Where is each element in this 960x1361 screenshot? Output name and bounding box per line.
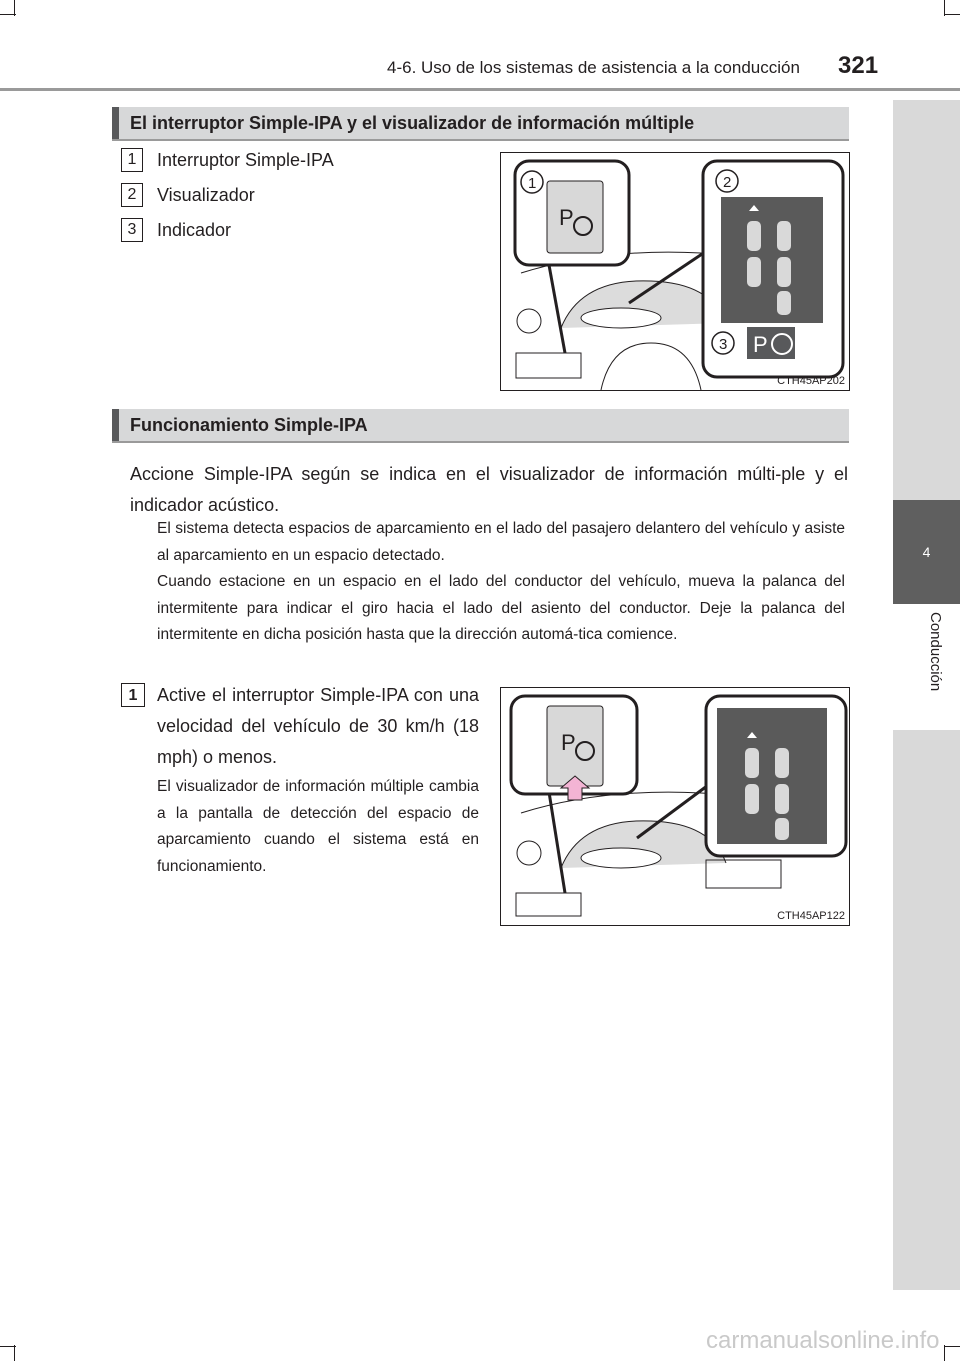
crop-mark xyxy=(0,1346,16,1347)
note-paragraph: El sistema detecta espacios de aparcamiento en el lado del pasajero delantero del vehículo y asiste al aparcamiento en un espacio detectado. xyxy=(157,520,845,564)
section-heading xyxy=(112,107,849,139)
dashboard-illustration xyxy=(501,153,849,390)
callout-1: 1 xyxy=(528,175,537,192)
svg-text:P: P xyxy=(561,730,576,755)
crop-mark xyxy=(944,14,960,15)
section-title: El interruptor Simple-IPA y el visualizador de información múltiple xyxy=(130,113,695,133)
step-text: Active el interruptor Simple-IPA con una velocidad del vehículo de 30 km/h (18 mph) o menos. xyxy=(157,685,479,767)
step-number: 1 xyxy=(121,683,145,707)
crop-mark xyxy=(0,14,16,15)
side-tab-band xyxy=(893,100,960,500)
step-note: El visualizador de información múltiple cambia a la pantalla de detección del espacio de aparcamiento cuando el sistema está en funcionamiento. xyxy=(157,778,479,875)
item-number: 2 xyxy=(121,183,143,207)
item-number: 3 xyxy=(121,218,143,242)
crop-mark xyxy=(14,1345,15,1361)
side-tab-band xyxy=(893,730,960,1290)
section-title: Funcionamiento Simple-IPA xyxy=(130,415,368,435)
callout-3: 3 xyxy=(719,336,728,353)
figure-code: CTH45AP122 xyxy=(777,910,845,922)
section-heading xyxy=(112,409,849,441)
page-number: 321 xyxy=(838,52,879,79)
figure-switch-activation xyxy=(500,687,850,926)
watermark: carmanualsonline.info xyxy=(706,1327,940,1354)
svg-text:P: P xyxy=(559,205,574,230)
dashboard-illustration xyxy=(501,688,849,925)
intro-paragraph: Accione Simple-IPA según se indica en el visualizador de información múlti-ple y el indicador acústico. xyxy=(130,464,848,515)
item-label: Interruptor Simple-IPA xyxy=(157,150,334,170)
svg-text:P: P xyxy=(753,332,768,357)
figure-switch-display xyxy=(500,152,850,391)
chapter-label: Conducción xyxy=(927,612,944,692)
item-number: 1 xyxy=(121,148,143,172)
item-label: Indicador xyxy=(157,220,232,240)
crop-mark xyxy=(944,1345,945,1361)
figure-code: CTH45AP202 xyxy=(777,375,845,387)
header-rule xyxy=(0,88,960,91)
callout-2: 2 xyxy=(723,174,732,191)
note-paragraph: Cuando estacione en un espacio en el lado del conductor del vehículo, mueva la palanca del intermitente para indicar el giro hacia el lado del asiento del conductor. Deje la palanca del intermitente en dicha posición hasta que la dirección automá-tica comience. xyxy=(157,573,845,643)
crop-mark xyxy=(944,1346,960,1347)
item-label: Visualizador xyxy=(157,185,255,205)
running-header: 4-6. Uso de los sistemas de asistencia a la conducción xyxy=(387,58,800,77)
chapter-number-tab: 4 xyxy=(893,500,960,604)
